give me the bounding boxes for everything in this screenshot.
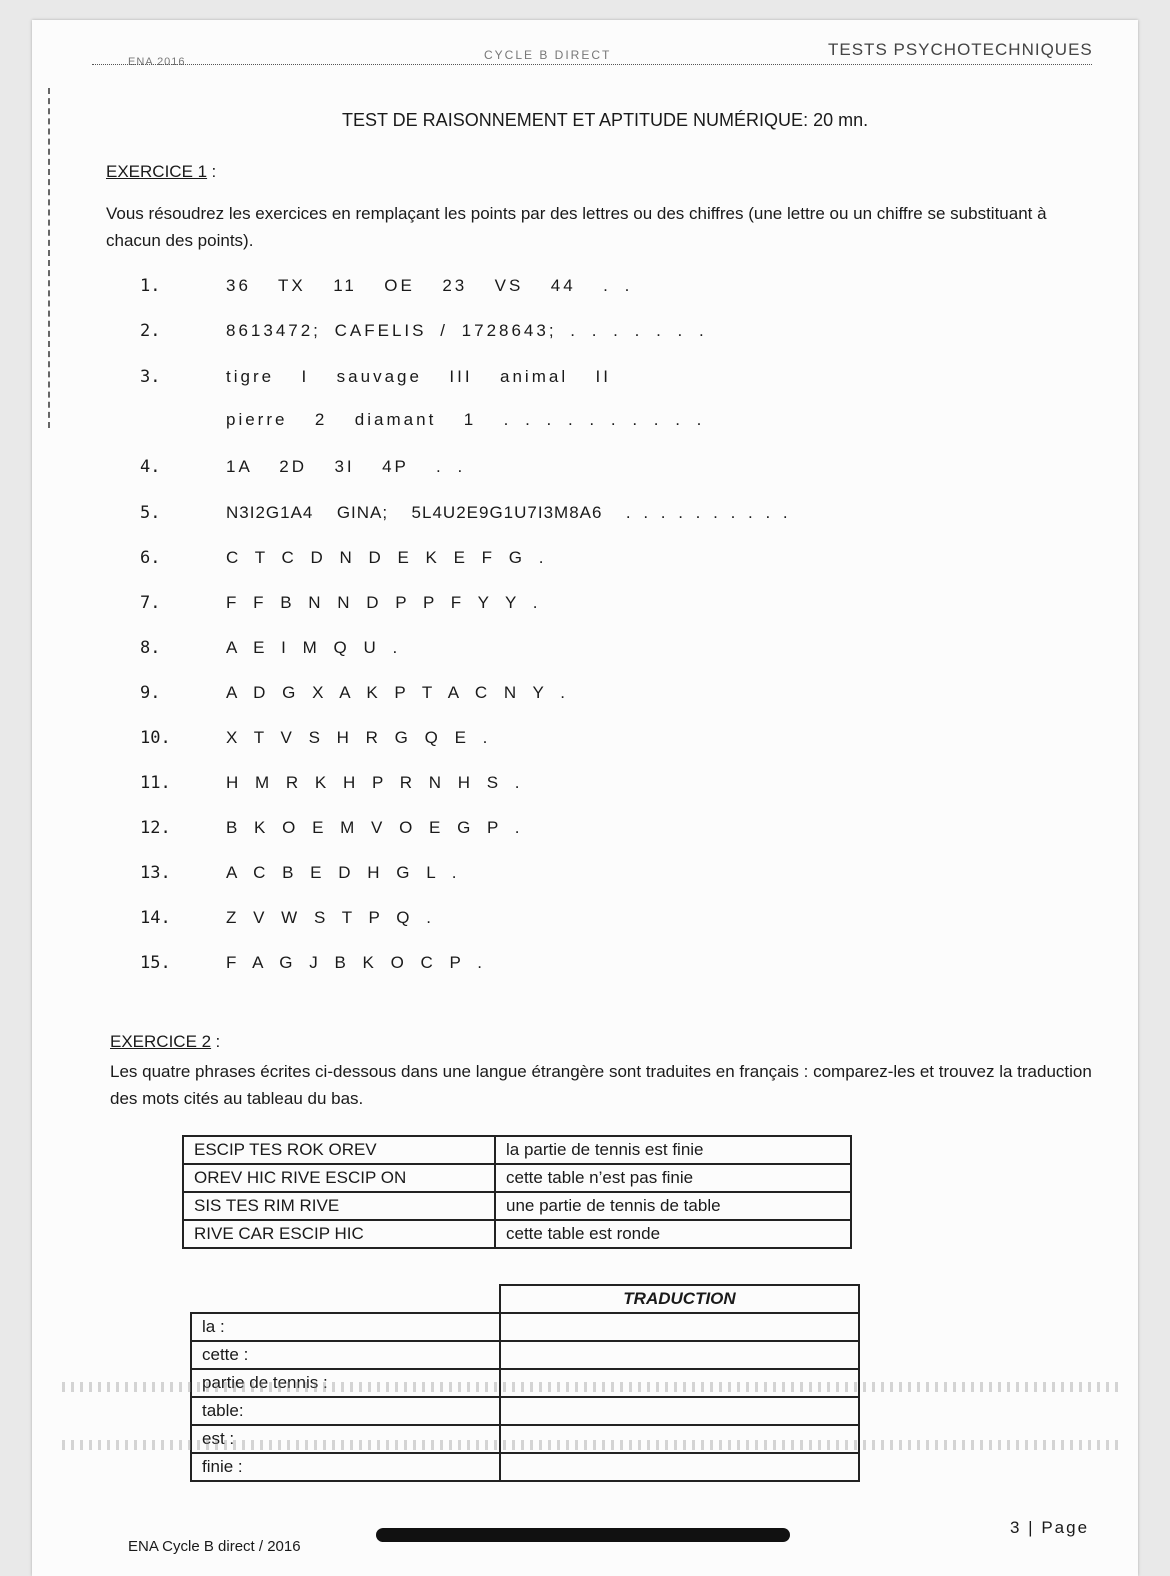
word-cell: table: [191,1397,500,1425]
item-text: A D G X A K P T A C N Y . [226,683,568,702]
exercise1-colon: : [211,162,217,181]
exercise1-heading [106,162,216,182]
sentences-table [182,1135,852,1249]
item-text: tigre I sauvage III animal II [226,367,611,386]
foreign-cell: OREV HIC RIVE ESCIP ON [183,1164,495,1192]
scan-noise [62,1440,1122,1450]
exercise1-items [140,276,1040,996]
word-cell: la : [191,1313,500,1341]
item-number: 11. [140,773,171,793]
header-rule [92,64,1092,65]
header-left: ENA 2016 [128,56,186,68]
item-number: 8. [140,638,161,658]
table-row [183,1136,851,1164]
answer-cell[interactable] [500,1453,859,1481]
item-text: 8613472; CAFELIS / 1728643; . . . . . . . [226,321,707,340]
item-number: 6. [140,548,161,568]
empty-header-cell [191,1285,500,1313]
exercise2-instruction: Les quatre phrases écrites ci-dessous dans une langue étrangère sont traduites en français : comparez-les et trouvez la traduction des mots cités au tableau du bas. [110,1062,1092,1108]
table-row [191,1397,859,1425]
item-text: 36 TX 11 OE 23 VS 44 . . [226,276,633,295]
item-text: Z V W S T P Q . [226,908,434,927]
footer-text: ENA Cycle B direct / 2016 [128,1538,301,1555]
translation-header: TRADUCTION [500,1285,859,1313]
item-text: A E I M Q U . [226,638,401,657]
item-text: F A G J B K O C P . [226,953,486,972]
french-cell: une partie de tennis de table [495,1192,851,1220]
word-cell: est : [191,1425,500,1453]
item-number: 5. [140,503,161,523]
exercise2-heading [110,1032,220,1052]
word-cell: partie de tennis : [191,1369,500,1397]
table-row [183,1164,851,1192]
header-center: CYCLE B DIRECT [484,48,612,62]
page-number: 3 | Page [1010,1518,1090,1537]
item-text: N3I2G1A4 GINA; 5L4U2E9G1U7I3M8A6 . . . . . . . . . . [226,503,789,522]
foreign-cell: SIS TES RIM RIVE [183,1192,495,1220]
item-text: B K O E M V O E G P . [226,818,523,837]
item-text: X T V S H R G Q E . [226,728,491,747]
item-number: 1. [140,276,161,296]
answer-cell[interactable] [500,1397,859,1425]
item-number: 15. [140,953,171,973]
table-row [183,1220,851,1248]
exercise2-title: EXERCICE 2 [110,1032,212,1051]
item-text: pierre 2 diamant 1 . . . . . . . . . . [226,410,705,429]
table-row [191,1453,859,1481]
left-margin-mark [48,88,50,428]
answer-cell[interactable] [500,1341,859,1369]
document-page [32,20,1138,1576]
exercise1-title: EXERCICE 1 [106,162,208,181]
table-row [191,1313,859,1341]
item-number: 3. [140,367,161,387]
item-text: H M R K H P R N H S . [226,773,523,792]
foreign-cell: ESCIP TES ROK OREV [183,1136,495,1164]
item-text: C T C D N D E K E F G . [226,548,547,567]
table-row [183,1192,851,1220]
item-text: 1A 2D 3I 4P . . [226,457,466,476]
foreign-cell: RIVE CAR ESCIP HIC [183,1220,495,1248]
item-text: F F B N N D P P F Y Y . [226,593,541,612]
word-cell: cette : [191,1341,500,1369]
french-cell: cette table est ronde [495,1220,851,1248]
header-right: TESTS PSYCHOTECHNIQUES [828,40,1093,59]
french-cell: cette table n’est pas finie [495,1164,851,1192]
item-number: 10. [140,728,171,748]
page-title: TEST DE RAISONNEMENT ET APTITUDE NUMÉRIQUE: 20 mn. [342,110,869,130]
item-number: 14. [140,908,171,928]
table-row [191,1341,859,1369]
item-number: 12. [140,818,171,838]
home-indicator-bar[interactable] [376,1528,790,1542]
item-text: A C B E D H G L . [226,863,460,882]
french-cell: la partie de tennis est finie [495,1136,851,1164]
item-number: 7. [140,593,161,613]
item-number: 2. [140,321,161,341]
scan-noise [62,1382,1122,1392]
word-cell: finie : [191,1453,500,1481]
item-number: 13. [140,863,171,883]
item-number: 9. [140,683,161,703]
answer-cell[interactable] [500,1313,859,1341]
exercise2-colon: : [215,1032,221,1051]
exercise1-instruction: Vous résoudrez les exercices en remplaçant les points par des lettres ou des chiffres (une lettre ou un chiffre se substituant à chacun des points). [106,204,1047,250]
item-number: 4. [140,457,161,477]
table-header-row [191,1285,859,1313]
